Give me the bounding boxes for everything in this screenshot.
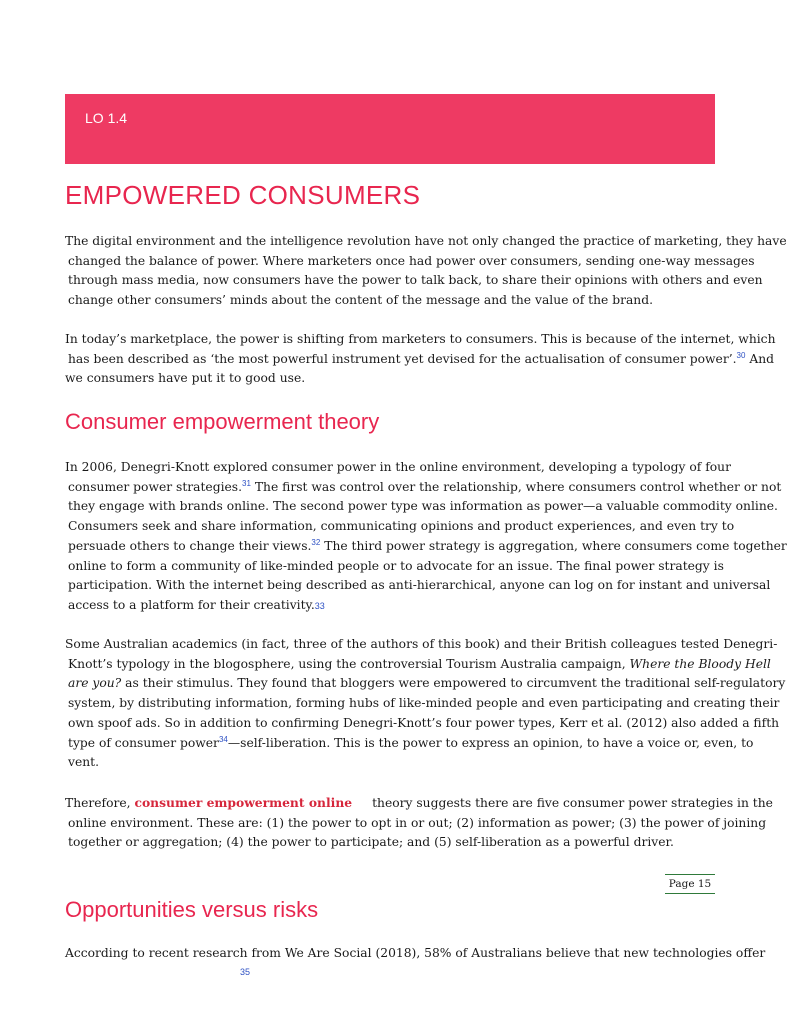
text-line: we consumers have put it to good use.: [65, 371, 306, 386]
text-line: system, by distributing information, forming hubs of like-minded people and even participating and creating their: [68, 696, 780, 711]
text-line: [65, 596, 715, 617]
footnote-ref-30[interactable]: 30: [736, 350, 746, 360]
text-line: changed the balance of power. Where marketers once had power over consumers, sending one-way messages: [68, 253, 755, 268]
lo-banner: [65, 94, 715, 164]
text-line: together or aggregation; (4) the power to participate; and (5) self-liberation as a powerful driver.: [68, 835, 674, 850]
text-line: Some Australian academics (in fact, three of the authors of this book) and their British colleagues tested Denegri-: [65, 637, 778, 651]
text-line: In 2006, Denegri-Knott explored consumer power in the online environment, developing a typology of four: [65, 460, 731, 474]
text-line: own spoof ads. So in addition to confirming Denegri-Knott’s four power types, Kerr et al. (2012) also added a fifth: [68, 715, 780, 730]
text-line: [65, 734, 754, 754]
text-span: theory suggests there are five consumer power strategies in the: [372, 796, 773, 810]
text-line: [65, 478, 782, 498]
text-line: [65, 350, 775, 370]
page-number-label: Page 15: [665, 874, 715, 894]
text-line: According to recent research from We Are Social (2018), 58% of Australians believe that new technologies offer: [65, 946, 766, 960]
theory-paragraph-2: [65, 635, 786, 773]
text-line: participation. With the internet being described as anti-hierarchical, anyone can log on for instant and universal: [68, 578, 771, 593]
campaign-title: are you?: [68, 676, 122, 691]
text-span: —self-liberation. This is the power to express an opinion, to have a voice or, even, to: [227, 735, 754, 750]
text-span: consumer power strategies.: [68, 479, 243, 494]
text-span: The first was control over the relationship, where consumers control whether or not: [250, 479, 782, 494]
text-span: Therefore,: [65, 796, 135, 810]
text-line: they engage with brands online. The second power type was information as power—a valuable commodity online.: [68, 499, 778, 514]
text-line: vent.: [68, 755, 99, 770]
text-line: through mass media, now consumers have the power to talk back, to share their opinions with others and even: [68, 273, 763, 288]
footnote-ref-33[interactable]: 33: [314, 600, 325, 611]
text-line: [65, 793, 773, 814]
text-line: In today’s marketplace, the power is shifting from marketers to consumers. This is because of the internet, which: [65, 332, 776, 346]
text-line: online environment. These are: (1) the power to opt in or out; (2) information as power; (3) the power of joining: [68, 815, 767, 830]
text-span: Knott’s typology in the blogosphere, using the controversial Tourism Australia campaign,: [68, 656, 630, 671]
section-heading-opportunities: Opportunities versus risks: [65, 897, 319, 922]
text-line: change other consumers’ minds about the content of the message and the value of the brand.: [68, 293, 654, 308]
intro-paragraph-2: [65, 330, 776, 389]
text-line: The digital environment and the intelligence revolution have not only changed the practice of marketing, they have: [65, 234, 787, 248]
key-term-link[interactable]: consumer empowerment online: [134, 795, 353, 810]
text-span: access to a platform for their creativity.: [68, 597, 315, 612]
lo-label: LO 1.4: [85, 110, 128, 126]
text-span: The third power strategy is aggregation, where consumers come together: [320, 538, 787, 553]
text-line: Consumers seek and share information, communicating opinions and product experiences, and even try to: [68, 519, 735, 534]
theory-paragraph-1: [65, 458, 787, 617]
text-line: [65, 674, 786, 694]
section-heading-consumer-empowerment: Consumer empowerment theory: [65, 409, 380, 434]
footnote-ref-31[interactable]: 31: [242, 478, 251, 488]
text-span: as their stimulus. They found that bloggers were empowered to circumvent the traditional self-regulatory: [121, 676, 786, 691]
footnote-ref-32[interactable]: 32: [311, 537, 321, 547]
text-line: [65, 537, 787, 557]
footnote-ref-34[interactable]: 34: [218, 734, 228, 744]
text-line: [65, 655, 771, 675]
page-title: EMPOWERED CONSUMERS: [65, 180, 421, 210]
text-span: has been described as ‘the most powerful instrument yet devised for the actualisation of consumer power’.: [68, 351, 737, 366]
footnote-ref-35[interactable]: 35: [240, 967, 251, 977]
intro-paragraph-1: [65, 232, 787, 311]
text-span: And: [745, 351, 775, 366]
opportunities-paragraph: [65, 944, 766, 964]
text-line: online to form a community of like-minded people or to advocate for an issue. The final power strategy is: [68, 558, 724, 573]
campaign-title: Where the Bloody Hell: [629, 656, 771, 671]
text-span: persuade others to change their views.: [68, 538, 312, 553]
theory-paragraph-3: [65, 793, 773, 853]
text-span: type of consumer power: [68, 735, 219, 750]
